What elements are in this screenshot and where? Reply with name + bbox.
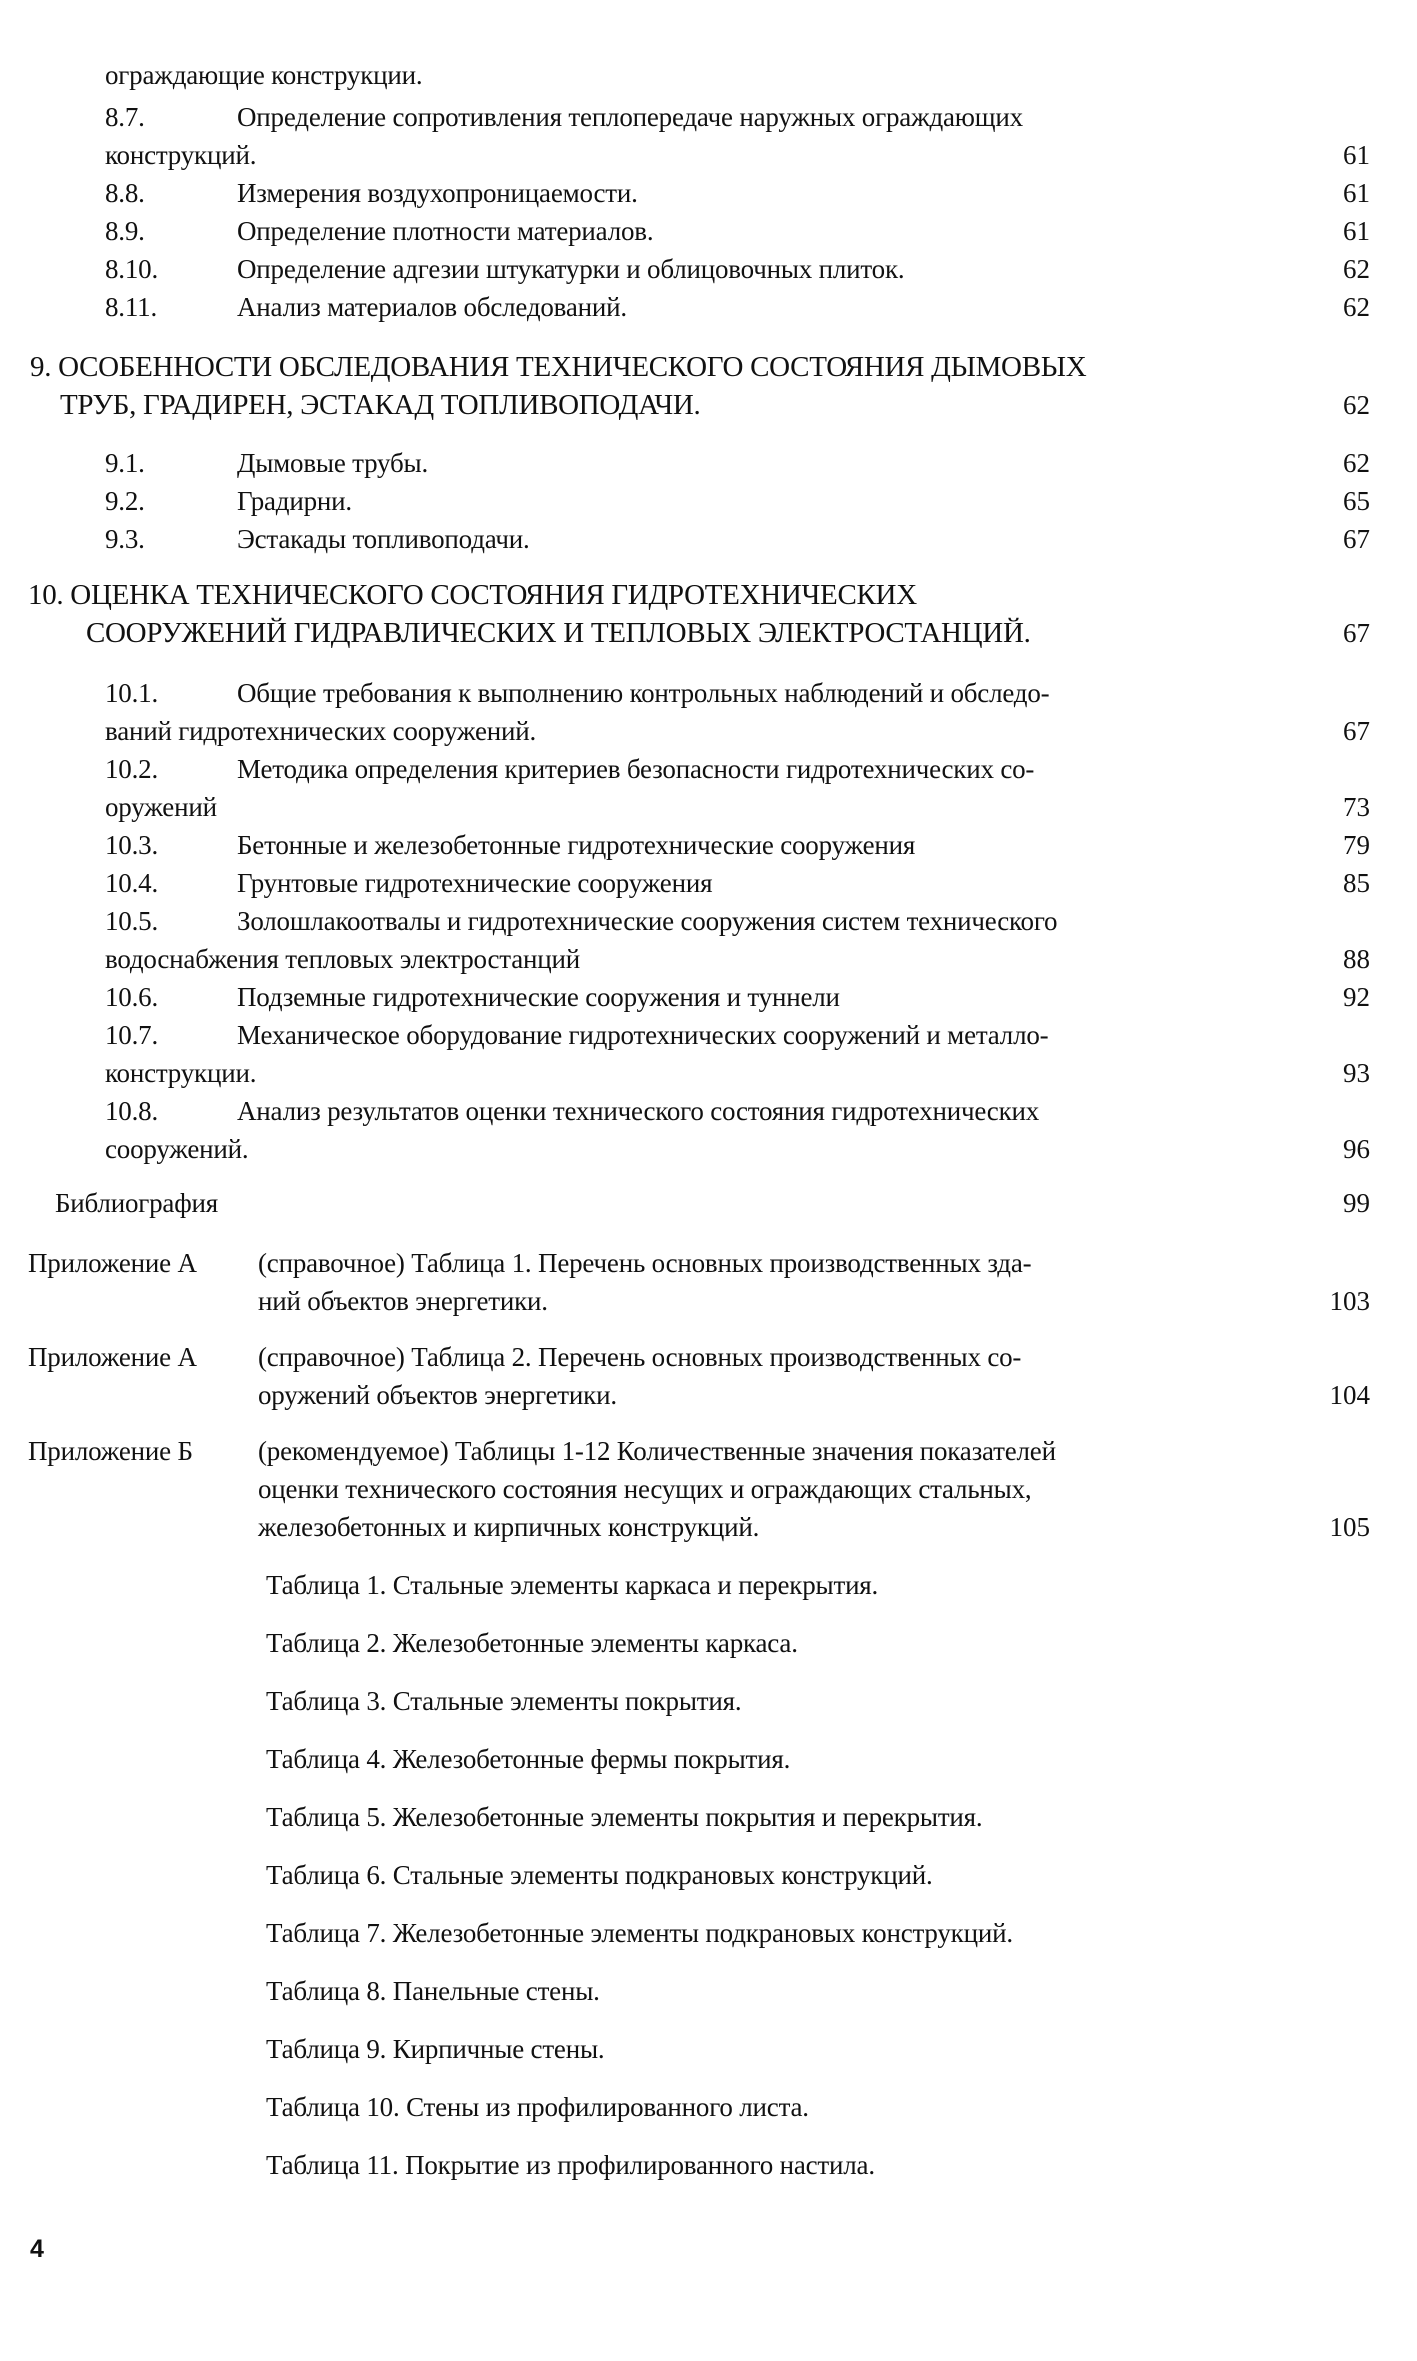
toc-page-number: 88	[1343, 944, 1370, 974]
appendix-table-entry: Таблица 1. Стальные элементы каркаса и перекрытия.	[266, 1570, 879, 1600]
toc-page-number: 79	[1343, 830, 1370, 860]
toc-page-number: 67	[1343, 524, 1370, 554]
toc-item-title: Анализ результатов оценки технического состояния гидротехнических	[237, 1096, 1040, 1126]
toc-page-number: 104	[1329, 1380, 1370, 1410]
toc-item-title-cont: ваний гидротехнических сооружений.	[105, 716, 537, 746]
appendix-table-entry: Таблица 6. Стальные элементы подкрановых конструкций.	[266, 1860, 933, 1890]
toc-item-title: Определение сопротивления теплопередаче наружных ограждающих	[237, 102, 1023, 132]
toc-item-title: Градирни.	[237, 486, 352, 516]
toc-item-number: 9.1.	[105, 448, 145, 478]
toc-item-number: 8.9.	[105, 216, 145, 246]
toc-section-heading: 10. ОЦЕНКА ТЕХНИЧЕСКОГО СОСТОЯНИЯ ГИДРОТЕХНИЧЕСКИХ	[28, 579, 917, 611]
toc-page-number: 85	[1343, 868, 1370, 898]
toc-item-title-cont: водоснабжения тепловых электростанций	[105, 944, 580, 974]
toc-item-title: Подземные гидротехнические сооружения и туннели	[237, 982, 840, 1012]
toc-section-heading-cont: СООРУЖЕНИЙ ГИДРАВЛИЧЕСКИХ И ТЕПЛОВЫХ ЭЛЕКТРОСТАНЦИЙ.	[86, 617, 1031, 649]
toc-item-title: Определение плотности материалов.	[237, 216, 654, 246]
toc-item-number: 8.11.	[105, 292, 157, 322]
appendix-table-entry: Таблица 10. Стены из профилированного листа.	[266, 2092, 809, 2122]
toc-item-number: 10.8.	[105, 1096, 159, 1126]
toc-page-number: 92	[1343, 982, 1370, 1012]
toc-page-number: 62	[1343, 390, 1370, 420]
appendix-table-entry: Таблица 7. Железобетонные элементы подкрановых конструкций.	[266, 1918, 1013, 1948]
toc-item-title: Бетонные и железобетонные гидротехнические сооружения	[237, 830, 916, 860]
toc-section-heading: 9. ОСОБЕННОСТИ ОБСЛЕДОВАНИЯ ТЕХНИЧЕСКОГО СОСТОЯНИЯ ДЫМОВЫХ	[30, 351, 1087, 383]
appendix-table-entry: Таблица 2. Железобетонные элементы каркаса.	[266, 1628, 798, 1658]
appendix-title: (справочное) Таблица 1. Перечень основных производственных зда-	[258, 1248, 1032, 1278]
appendix-title: (справочное) Таблица 2. Перечень основных производственных со-	[258, 1342, 1022, 1372]
toc-page-number: 93	[1343, 1058, 1370, 1088]
toc-item-number: 10.6.	[105, 982, 159, 1012]
toc-item-number: 10.7.	[105, 1020, 159, 1050]
toc-item-title: Общие требования к выполнению контрольных наблюдений и обследо-	[237, 678, 1050, 708]
toc-page-number: 99	[1343, 1188, 1370, 1218]
toc-page-number: 105	[1329, 1512, 1370, 1542]
toc-page-number: 96	[1343, 1134, 1370, 1164]
toc-item-number: 10.3.	[105, 830, 159, 860]
appendix-title: (рекомендуемое) Таблицы 1-12 Количественные значения показателей	[258, 1436, 1056, 1466]
toc-item-title: Золошлакоотвалы и гидротехнические сооружения систем технического	[237, 906, 1058, 936]
toc-item-title: Анализ материалов обследований.	[237, 292, 627, 322]
toc-item-title: Механическое оборудование гидротехнических сооружений и металло-	[237, 1020, 1049, 1050]
toc-item-title-cont: оружений	[105, 792, 217, 822]
toc-item-number: 8.10.	[105, 254, 159, 284]
appendix-table-entry: Таблица 4. Железобетонные фермы покрытия.	[266, 1744, 791, 1774]
toc-item-number: 10.4.	[105, 868, 159, 898]
toc-page-number: 62	[1343, 448, 1370, 478]
toc-item-title-cont: сооружений.	[105, 1134, 249, 1164]
appendix-table-entry: Таблица 11. Покрытие из профилированного настила.	[266, 2150, 875, 2180]
appendix-table-entry: Таблица 3. Стальные элементы покрытия.	[266, 1686, 742, 1716]
toc-page-number: 61	[1343, 178, 1370, 208]
appendix-label: Приложение Б	[28, 1436, 193, 1466]
toc-page-number: 73	[1343, 792, 1370, 822]
appendix-table-entry: Таблица 5. Железобетонные элементы покрытия и перекрытия.	[266, 1802, 983, 1832]
toc-item-title-cont: конструкций.	[105, 140, 257, 170]
toc-page-number: 62	[1343, 292, 1370, 322]
appendix-table-entry: Таблица 8. Панельные стены.	[266, 1976, 600, 2006]
appendix-label: Приложение А	[28, 1248, 197, 1278]
toc-item-number: 9.2.	[105, 486, 145, 516]
toc-item-number: 10.2.	[105, 754, 159, 784]
appendix-title-cont: железобетонных и кирпичных конструкций.	[258, 1512, 760, 1542]
appendix-label: Приложение А	[28, 1342, 197, 1372]
toc-item-number: 10.5.	[105, 906, 159, 936]
toc-item-number: 8.7.	[105, 102, 145, 132]
toc-item-title-cont: конструкции.	[105, 1058, 257, 1088]
toc-page-number: 61	[1343, 216, 1370, 246]
toc-item-title: Методика определения критериев безопасности гидротехнических со-	[237, 754, 1035, 784]
toc-page-number: 62	[1343, 254, 1370, 284]
toc-item-title: Эстакады топливоподачи.	[237, 524, 530, 554]
toc-page-number: 67	[1343, 618, 1370, 648]
page-number: 4	[30, 2235, 44, 2263]
toc-section-heading-cont: ТРУБ, ГРАДИРЕН, ЭСТАКАД ТОПЛИВОПОДАЧИ.	[60, 389, 701, 421]
toc-page-number: 103	[1329, 1286, 1370, 1316]
toc-continuation: ограждающие конструкции.	[105, 60, 423, 90]
toc-page-number: 65	[1343, 486, 1370, 516]
toc-item-title: Грунтовые гидротехнические сооружения	[237, 868, 713, 898]
toc-bibliography: Библиография	[55, 1188, 218, 1218]
appendix-title-cont: ний объектов энергетики.	[258, 1286, 548, 1316]
toc-item-number: 9.3.	[105, 524, 145, 554]
toc-item-title: Дымовые трубы.	[237, 448, 429, 478]
appendix-title-cont: оценки технического состояния несущих и ограждающих стальных,	[258, 1474, 1032, 1504]
appendix-title-cont: оружений объектов энергетики.	[258, 1380, 617, 1410]
appendix-table-entry: Таблица 9. Кирпичные стены.	[266, 2034, 605, 2064]
toc-item-title: Определение адгезии штукатурки и облицовочных плиток.	[237, 254, 905, 284]
toc-item-title: Измерения воздухопроницаемости.	[237, 178, 638, 208]
toc-item-number: 8.8.	[105, 178, 145, 208]
toc-page-number: 61	[1343, 140, 1370, 170]
toc-page-number: 67	[1343, 716, 1370, 746]
toc-item-number: 10.1.	[105, 678, 159, 708]
